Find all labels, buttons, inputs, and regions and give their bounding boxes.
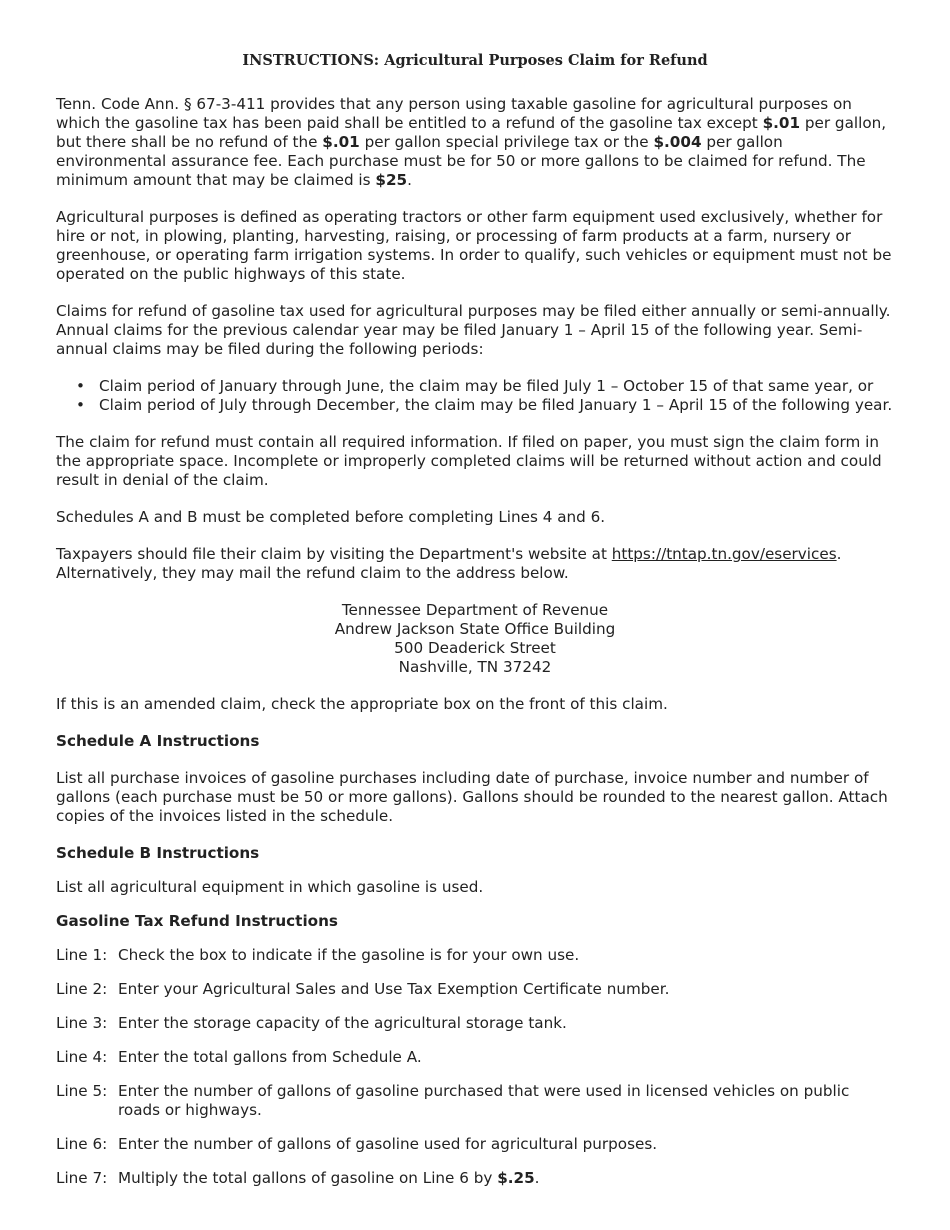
line-text: Enter the total gallons from Schedule A. — [118, 1048, 422, 1066]
line-label: Line 6: — [56, 1135, 108, 1153]
intro-paragraph: Tenn. Code Ann. § 67-3-411 provides that any person using taxable gasoline for agricultural purposes on which the gasoline tax has been paid shall be entitled to a refund of the gasoline tax except $.01 per gallon, but there shall be no refund of the $.01 per gallon special privilege tax or the $.004 per gallon environmental assurance fee. Each purchase must be for 50 or more gallons to be claimed for refund. The minimum amount that may be claimed is $25. — [56, 95, 887, 189]
line-instruction-3 — [56, 1014, 894, 1033]
line-text: Enter the storage capacity of the agricultural storage tank. — [118, 1014, 567, 1032]
mailing-address — [56, 601, 894, 677]
required-info-paragraph: The claim for refund must contain all required information. If filed on paper, you must sign the claim form in the appropriate space. Incomplete or improperly completed claims will be returned without action and could result in denial of the claim. — [56, 433, 882, 489]
minimum-claim-amount: $25 — [375, 171, 408, 189]
schedule-a-heading: Schedule A Instructions — [56, 732, 260, 750]
schedule-a-text: List all purchase invoices of gasoline purchases including date of purchase, invoice number and number of gallons (each purchase must be 50 or more gallons). Gallons should be rounded to the nearest gallon. Attach copies of the invoices listed in the schedule. — [56, 769, 888, 825]
line-label: Line 5: — [56, 1082, 108, 1100]
line-instruction-5 — [56, 1082, 894, 1120]
line-instruction-4 — [56, 1048, 894, 1067]
instructions-page — [56, 51, 894, 1203]
line-label: Line 2: — [56, 980, 108, 998]
multiplier-amount: $.25 — [497, 1169, 535, 1187]
schedule-b-text: List all agricultural equipment in which gasoline is used. — [56, 878, 484, 896]
line-label: Line 4: — [56, 1048, 108, 1066]
line-instruction-1 — [56, 946, 894, 965]
line-instruction-7 — [56, 1169, 894, 1188]
line-instruction-6 — [56, 1135, 894, 1154]
line-label: Line 3: — [56, 1014, 108, 1032]
refund-exception-amount: $.01 — [762, 114, 801, 132]
definition-paragraph: Agricultural purposes is defined as operating tractors or other farm equipment used exclusively, whether for hire or not, in plowing, planting, harvesting, raising, or processing of farm products at a farm, nursery or greenhouse, or operating farm irrigation systems. In order to qualify, such vehicles or equipment must not be operated on the public highways of this state. — [56, 208, 892, 283]
line-text: Multiply the total gallons of gasoline on Line 6 by $.25. — [118, 1169, 540, 1187]
list-item: • Claim period of July through December, the claim may be filed January 1 – April 15 of the following year. — [56, 396, 894, 415]
schedule-b-heading: Schedule B Instructions — [56, 844, 260, 862]
line-instruction-2 — [56, 980, 894, 999]
line-text: Enter your Agricultural Sales and Use Tax Exemption Certificate number. — [118, 980, 670, 998]
line-text: Enter the number of gallons of gasoline used for agricultural purposes. — [118, 1135, 658, 1153]
special-privilege-tax-amount: $.01 — [322, 133, 360, 151]
page-title: INSTRUCTIONS: Agricultural Purposes Claim for Refund — [242, 52, 708, 69]
list-item: • Claim period of January through June, the claim may be filed July 1 – October 15 of that same year, or — [56, 377, 894, 396]
address-line: Andrew Jackson State Office Building — [334, 620, 616, 638]
line-text: Check the box to indicate if the gasoline is for your own use. — [118, 946, 580, 964]
line-text: Enter the number of gallons of gasoline purchased that were used in licensed vehicles on public roads or highways. — [118, 1082, 850, 1119]
website-paragraph: Taxpayers should file their claim by visiting the Department's website at https://tntap.tn.gov/eservices. Alternatively, they may mail the refund claim to the address below. — [56, 545, 842, 582]
line-label: Line 1: — [56, 946, 108, 964]
environmental-fee-amount: $.004 — [653, 133, 702, 151]
address-line: Nashville, TN 37242 — [398, 658, 552, 676]
address-line: Tennessee Department of Revenue — [341, 601, 609, 619]
schedules-note: Schedules A and B must be completed before completing Lines 4 and 6. — [56, 508, 606, 526]
line-label: Line 7: — [56, 1169, 108, 1187]
amended-note: If this is an amended claim, check the appropriate box on the front of this claim. — [56, 695, 668, 713]
claim-periods-list — [56, 377, 894, 415]
address-line: 500 Deaderick Street — [394, 639, 556, 657]
filing-paragraph: Claims for refund of gasoline tax used for agricultural purposes may be filed either annually or semi-annually. Annual claims for the previous calendar year may be filed January 1 – April 15 of the following year. Semi-annual claims may be filed during the following periods: — [56, 302, 891, 358]
refund-instructions-heading: Gasoline Tax Refund Instructions — [56, 912, 338, 930]
eservices-link[interactable]: https://tntap.tn.gov/eservices — [611, 545, 837, 563]
